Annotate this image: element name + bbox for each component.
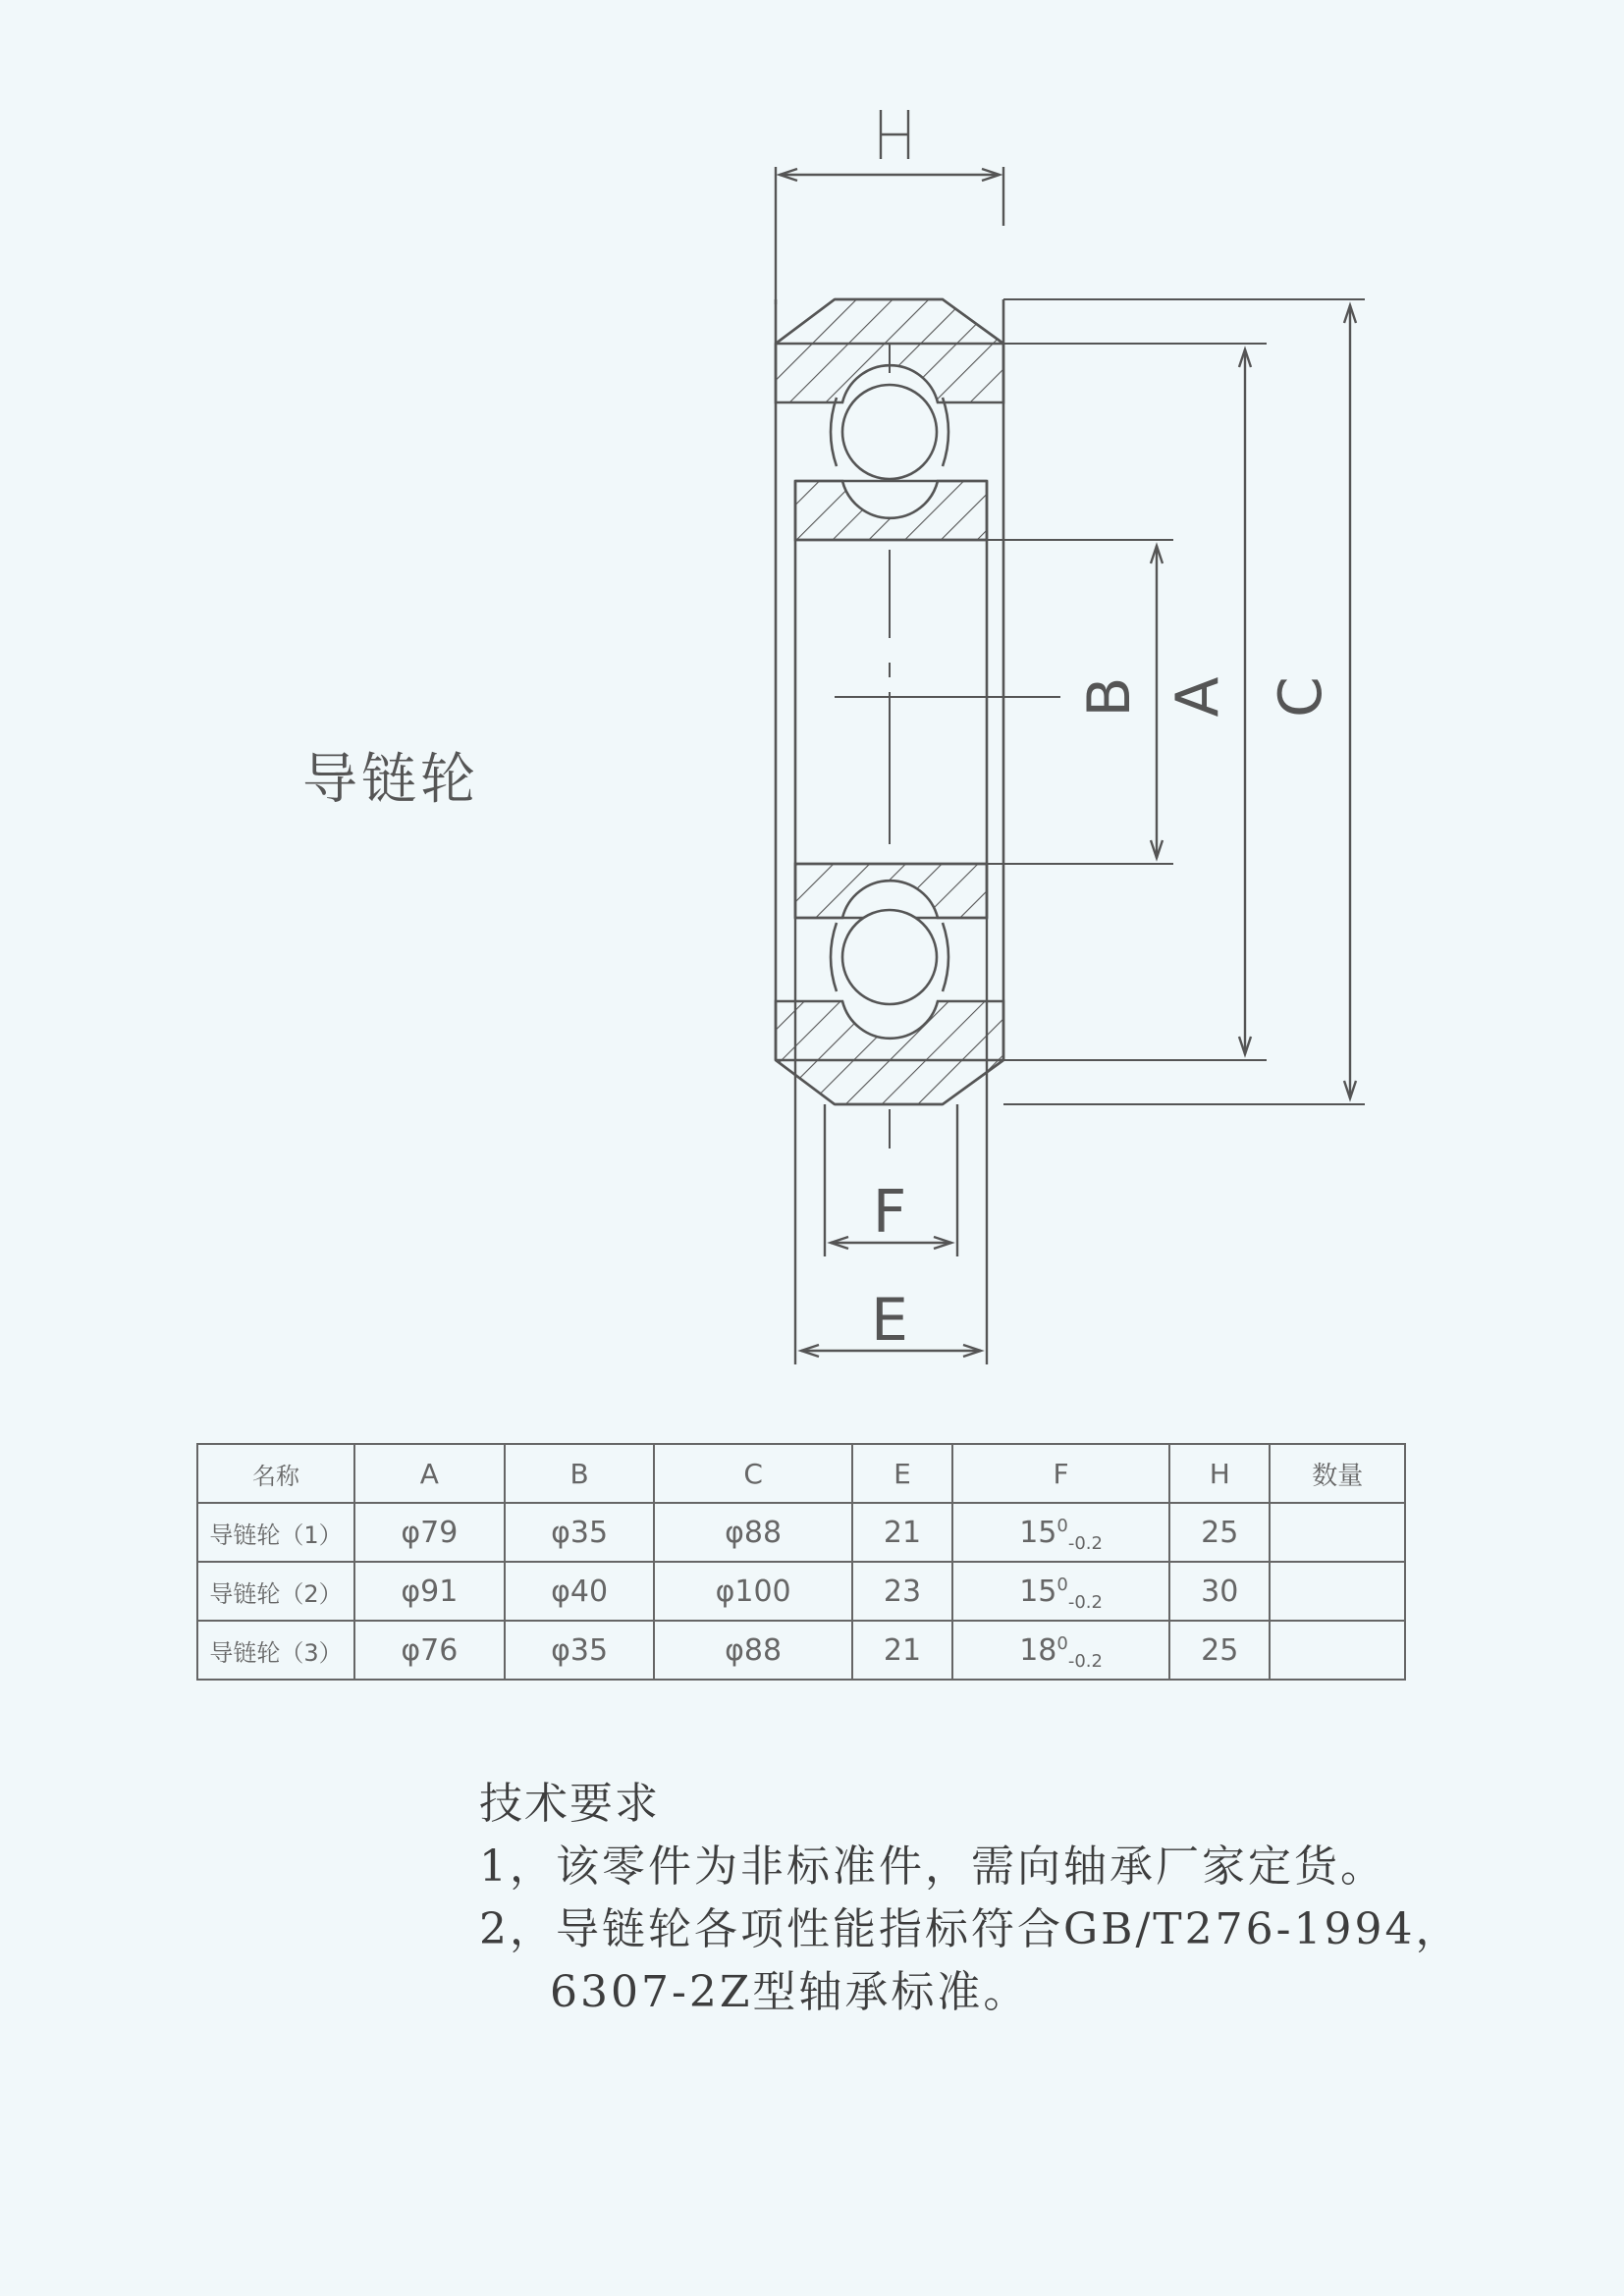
cell-f xyxy=(952,1621,1169,1680)
inner-ring-top xyxy=(795,481,987,540)
col-header-f: F xyxy=(952,1444,1169,1503)
f-upper: 0 xyxy=(1056,1632,1068,1654)
cell-qty xyxy=(1270,1562,1405,1621)
f-lower: -0.2 xyxy=(1067,1650,1103,1672)
cell-f xyxy=(952,1503,1169,1562)
cell-b: φ35 xyxy=(505,1503,655,1562)
label-f: F xyxy=(872,1178,907,1247)
cell-name: 导链轮（1） xyxy=(197,1503,354,1562)
cell-h: 30 xyxy=(1169,1562,1270,1621)
cell-f xyxy=(952,1562,1169,1621)
cell-a: φ79 xyxy=(354,1503,505,1562)
dim-c xyxy=(1344,305,1356,1098)
col-header-h: H xyxy=(1169,1444,1270,1503)
cell-c: φ88 xyxy=(654,1503,851,1562)
cell-e: 21 xyxy=(852,1621,952,1680)
label-h: H xyxy=(893,157,895,158)
col-header-b: B xyxy=(505,1444,655,1503)
table-row xyxy=(197,1503,1405,1562)
requirement-item: 1，该零件为非标准件，需向轴承厂家定货。 xyxy=(479,1842,1386,1892)
ball-top xyxy=(831,385,948,479)
dim-a xyxy=(1239,349,1251,1054)
cell-c: φ88 xyxy=(654,1621,851,1680)
cell-name: 导链轮（2） xyxy=(197,1562,354,1621)
cell-h: 25 xyxy=(1169,1503,1270,1562)
technical-requirements xyxy=(479,1773,1461,2024)
col-header-e: E xyxy=(852,1444,952,1503)
dim-b xyxy=(1151,546,1163,858)
label-a: A xyxy=(1164,676,1232,718)
cell-b: φ40 xyxy=(505,1562,655,1621)
cell-name: 导链轮（3） xyxy=(197,1621,354,1680)
label-e: E xyxy=(871,1286,908,1355)
cell-qty xyxy=(1270,1503,1405,1562)
requirement-item-continuation: 6307-2Z型轴承标准。 xyxy=(550,1967,1030,2017)
f-base: 18 xyxy=(1019,1632,1057,1668)
f-upper: 0 xyxy=(1056,1574,1068,1595)
cell-e: 23 xyxy=(852,1562,952,1621)
f-lower: -0.2 xyxy=(1067,1532,1103,1554)
col-header-a: A xyxy=(354,1444,505,1503)
cell-h: 25 xyxy=(1169,1621,1270,1680)
col-header-c: C xyxy=(654,1444,851,1503)
cell-c: φ100 xyxy=(654,1562,851,1621)
f-base: 15 xyxy=(1019,1515,1057,1550)
col-header-name: 名称 xyxy=(197,1444,354,1503)
cell-qty xyxy=(1270,1621,1405,1680)
f-upper: 0 xyxy=(1056,1515,1068,1536)
cell-a: φ76 xyxy=(354,1621,505,1680)
cell-b: φ35 xyxy=(505,1621,655,1680)
cell-a: φ91 xyxy=(354,1562,505,1621)
table-header-row xyxy=(197,1444,1405,1503)
drawing-title: 导链轮 xyxy=(302,748,479,812)
ball-bottom xyxy=(831,910,948,1004)
requirements-title: 技术要求 xyxy=(479,1779,660,1829)
table-row xyxy=(197,1621,1405,1680)
requirement-item: 2，导链轮各项性能指标符合GB/T276-1994， xyxy=(479,1904,1462,1954)
table-row xyxy=(197,1562,1405,1621)
f-base: 15 xyxy=(1019,1574,1057,1609)
col-header-qty: 数量 xyxy=(1270,1444,1405,1503)
label-b: B xyxy=(1075,676,1144,718)
label-c: C xyxy=(1267,676,1335,718)
f-lower: -0.2 xyxy=(1067,1591,1103,1613)
outer-ring-bottom xyxy=(776,1001,1003,1104)
spec-table xyxy=(196,1443,1406,1681)
cell-e: 21 xyxy=(852,1503,952,1562)
dim-h xyxy=(776,110,1003,304)
